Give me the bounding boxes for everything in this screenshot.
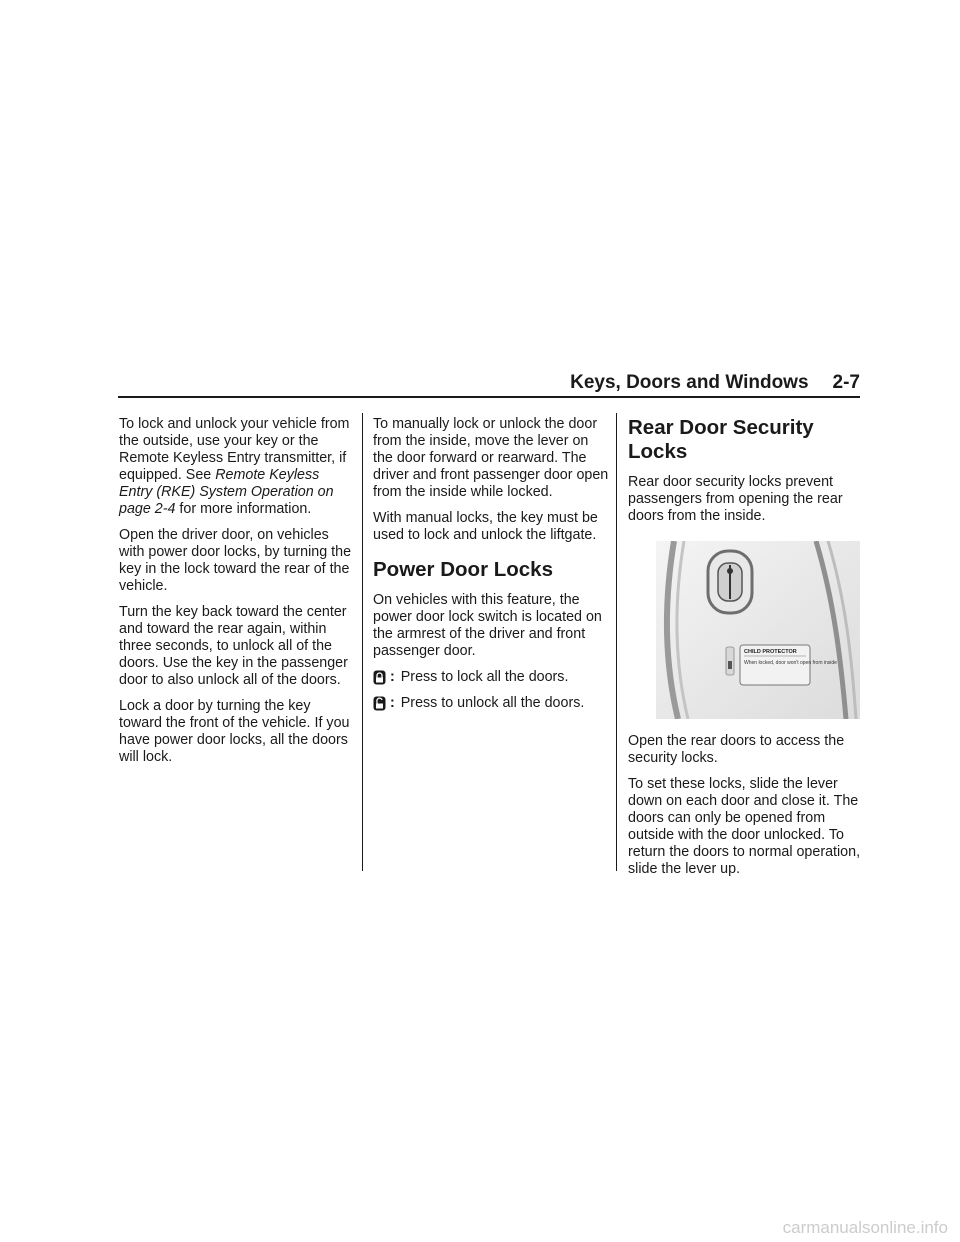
symbol-colon: : (390, 669, 395, 685)
label-title: CHILD PROTECTOR (744, 649, 797, 655)
lock-symbol-row (373, 669, 609, 686)
door-lock-illustration (656, 541, 860, 719)
header-rule (118, 396, 860, 398)
paragraph: To manually lock or unlock the door from the inside, move the lever on the door forward or rearward. The driver and front passenger door open from the inside while locked. (373, 416, 609, 500)
lock-icon (373, 670, 386, 685)
paragraph (119, 416, 355, 518)
watermark: carmanualsonline.info (782, 1218, 948, 1237)
label-text: When locked, door won't open from inside (744, 660, 837, 666)
paragraph: Lock a door by turning the key toward the front of the vehicle. If you have power door locks, all the doors will lock. (119, 698, 350, 765)
paragraph: On vehicles with this feature, the power door lock switch is located on the armrest of the driver and front passenger door. (373, 592, 602, 659)
text: for more information. (175, 501, 312, 517)
paragraph: With manual locks, the key must be used to lock and unlock the liftgate. (373, 510, 598, 543)
column-divider-2 (616, 413, 617, 871)
section-heading: Power Door Locks (373, 558, 553, 581)
unlock-icon (373, 696, 386, 711)
cross-reference-link[interactable]: Remote Keyless Entry (RKE) System Operation on page 2-4 (119, 467, 334, 517)
paragraph: Open the driver door, on vehicles with power door locks, by turning the key in the lock toward the rear of the vehicle. (119, 527, 352, 594)
unlock-description: Press to unlock all the doors. (400, 695, 585, 711)
symbol-colon: : (390, 695, 395, 711)
page-number: 2-7 (832, 372, 860, 393)
security-lock-photo (656, 541, 860, 719)
page-header (118, 372, 860, 394)
column-2 (373, 416, 609, 721)
section-title: Keys, Doors and Windows (570, 372, 809, 393)
column-3 (628, 416, 864, 887)
unlock-symbol-row (373, 695, 609, 712)
column-divider-1 (362, 413, 363, 871)
lock-description: Press to lock all the doors. (400, 669, 569, 685)
paragraph: Rear door security locks prevent passengers from opening the rear doors from the inside. (628, 474, 843, 524)
section-heading: Rear Door Security Locks (628, 416, 814, 463)
paragraph: To set these locks, slide the lever down on each door and close it. The doors can only be opened from outside with the door unlocked. To return the doors to normal operation, slide the lever up. (628, 776, 861, 877)
paragraph: Open the rear doors to access the security locks. (628, 733, 845, 766)
text: To lock and unlock your vehicle from the outside, use your key or the Remote Keyless Entry transmitter, if equipped. See (119, 416, 350, 483)
column-1 (119, 416, 355, 775)
paragraph: Turn the key back toward the center and toward the rear again, within three seconds, to unlock all of the doors. Use the key in the passenger door to also unlock all of the doors. (119, 604, 348, 688)
